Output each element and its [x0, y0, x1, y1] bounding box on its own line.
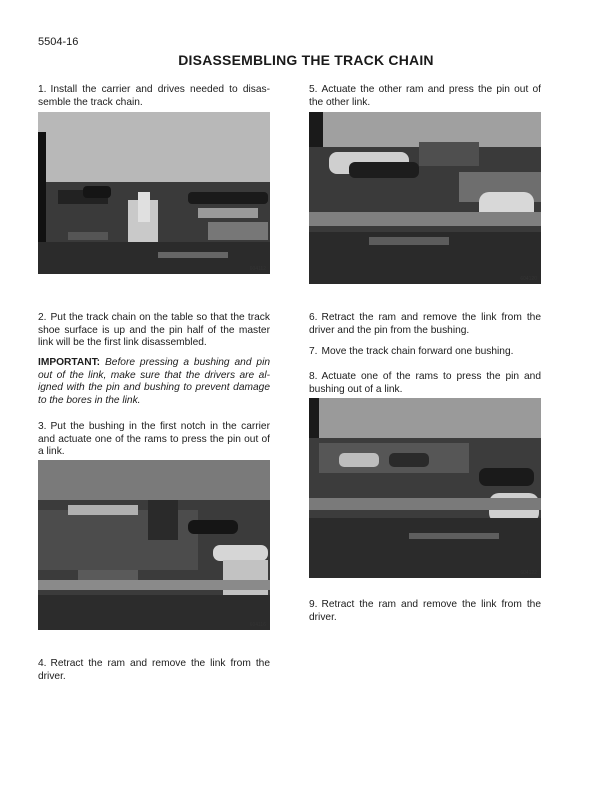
step-number: 6.	[309, 312, 318, 323]
step-text: Put the track chain on the table so that the track shoe surface is up and the pin half of the master link will be the first link disassembled.	[38, 312, 270, 349]
step-text: Retract the ram and remove the link from the driver.	[38, 658, 270, 682]
photo-code: 604112	[249, 266, 266, 272]
step-9	[309, 599, 541, 624]
step-text: Put the bushing in the first notch in the carrier and actuate one of the rams to press the pin out of a link.	[38, 421, 270, 458]
step-4	[38, 658, 270, 683]
page-title: DISASSEMBLING THE TRACK CHAIN	[178, 52, 434, 68]
important-text: Before pressing a bushing and pin out of the link, make sure that the drivers are al-igned with the pin and bushing to prevent damage to the bores in the link.	[38, 357, 270, 406]
photo-illustration	[38, 460, 270, 630]
step-text: Install the carrier and drives needed to disas-semble the track chain.	[38, 84, 270, 108]
step-number: 9.	[309, 599, 318, 610]
photo-pin-bushing-out	[309, 398, 541, 578]
step-number: 3.	[38, 421, 47, 432]
page-number: 5504-16	[38, 36, 79, 48]
step-number: 2.	[38, 312, 47, 323]
step-5	[309, 84, 541, 109]
step-text: Retract the ram and remove the link from the driver.	[309, 599, 541, 623]
photo-code: 604120	[520, 276, 537, 282]
photo-code: 604116	[249, 622, 266, 628]
photo-other-ram	[309, 112, 541, 284]
photo-illustration	[38, 112, 270, 274]
step-number: 7.	[309, 346, 318, 357]
step-3	[38, 421, 270, 459]
step-text: Actuate the other ram and press the pin out of the other link.	[309, 84, 541, 108]
step-2	[38, 312, 270, 350]
step-1	[38, 84, 270, 109]
step-8	[309, 371, 541, 396]
photo-carrier-drives	[38, 112, 270, 274]
important-label: IMPORTANT:	[38, 357, 101, 368]
step-7	[309, 346, 541, 359]
important-note	[38, 357, 270, 407]
photo-illustration	[309, 398, 541, 578]
step-6	[309, 312, 541, 337]
step-text: Retract the ram and remove the link from the driver and the pin from the bushing.	[309, 312, 541, 336]
step-text: Actuate one of the rams to press the pin and bushing out of a link.	[309, 371, 541, 395]
photo-code: 604122	[520, 570, 537, 576]
step-text: Move the track chain forward one bushing.	[321, 346, 514, 357]
step-number: 5.	[309, 84, 318, 95]
step-number: 4.	[38, 658, 47, 669]
step-number: 1.	[38, 84, 47, 95]
photo-ram-press-pin	[38, 460, 270, 630]
step-number: 8.	[309, 371, 318, 382]
photo-illustration	[309, 112, 541, 284]
